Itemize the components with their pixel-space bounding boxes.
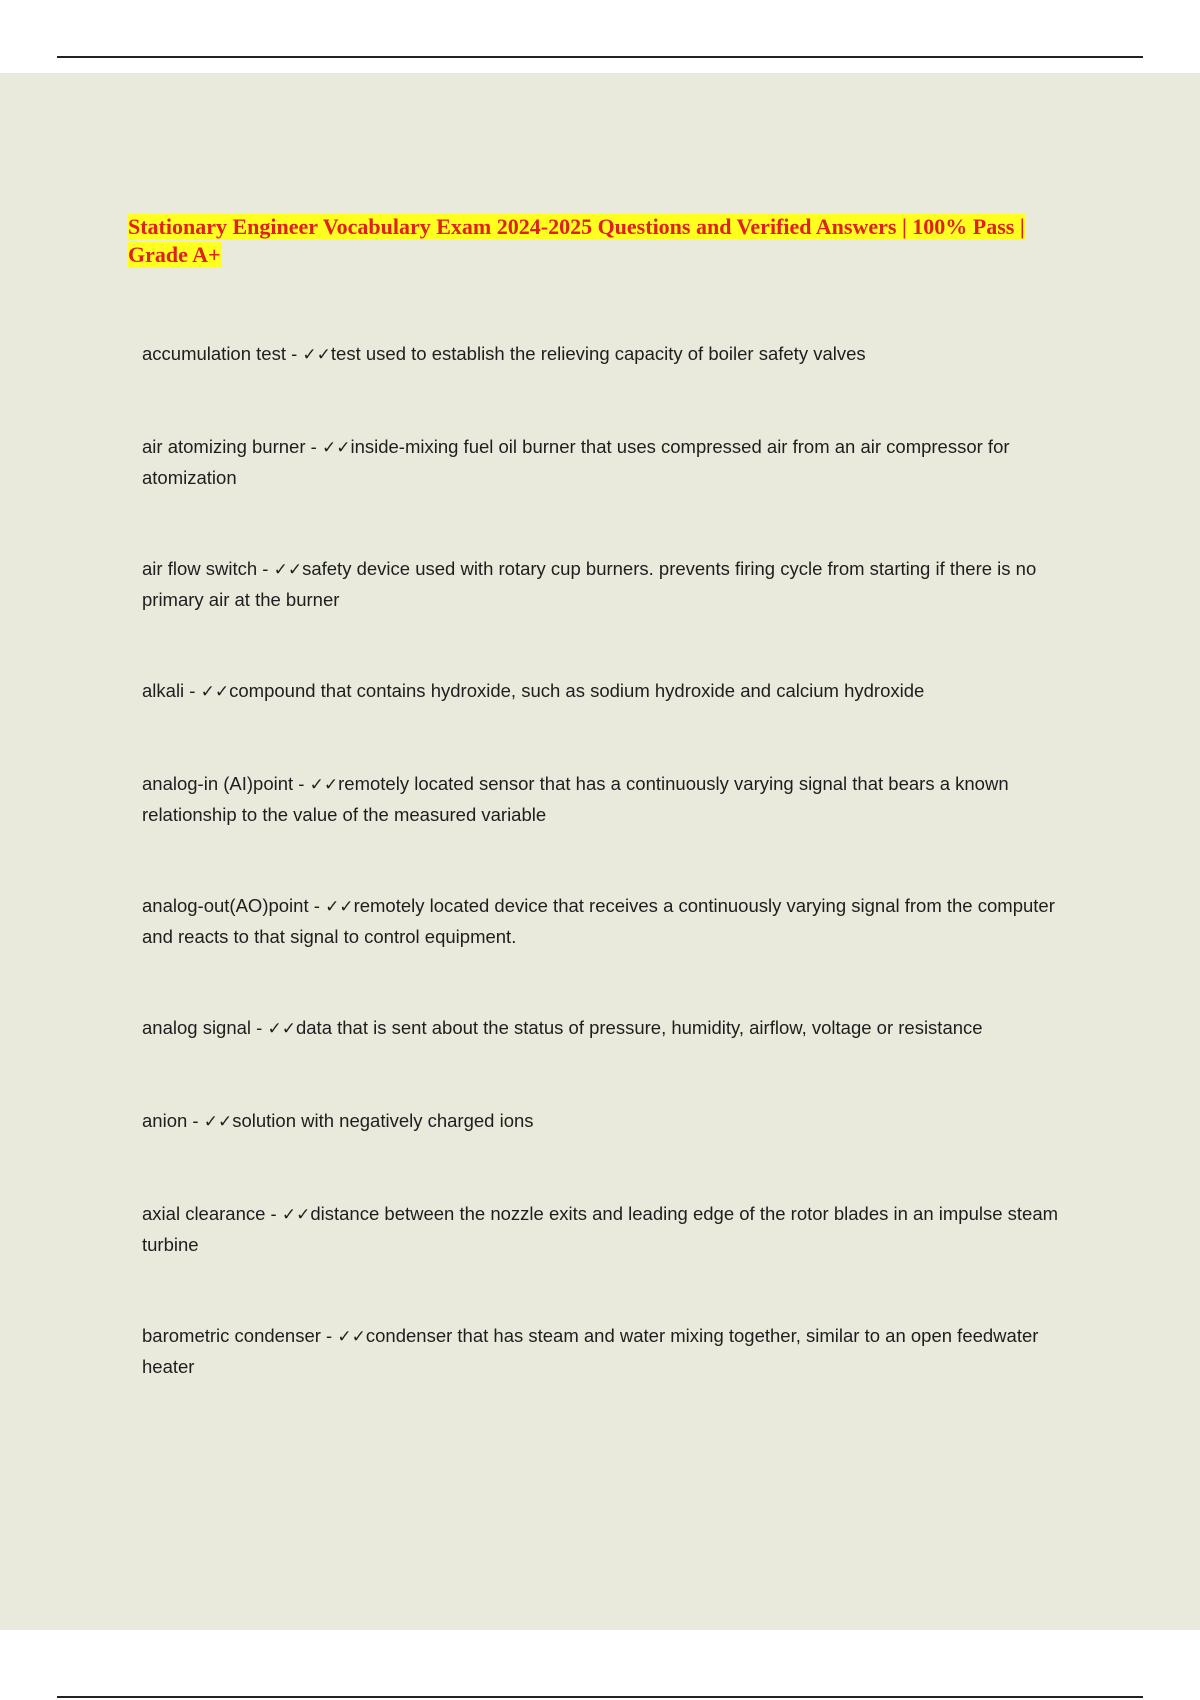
entry-term: alkali (142, 680, 185, 701)
entry-term: air atomizing burner (142, 436, 306, 457)
vocabulary-entry (142, 339, 1062, 370)
vocabulary-entry (142, 1199, 1062, 1259)
vocabulary-entry (142, 554, 1062, 614)
entry-separator: - (251, 1017, 268, 1038)
document-title-text: Stationary Engineer Vocabulary Exam 2024-2025 Questions and Verified Answers | 100% Pass | Grade A+ (128, 214, 1025, 267)
entry-term: axial clearance (142, 1203, 266, 1224)
check-marks-icon: ✓✓ (273, 560, 303, 580)
footer-rule (57, 1696, 1143, 1698)
check-marks-icon: ✓✓ (302, 345, 331, 365)
vocabulary-list (142, 339, 1062, 1443)
vocabulary-entry (142, 432, 1062, 492)
entry-separator: - (265, 1203, 282, 1224)
check-marks-icon: ✓✓ (337, 1327, 366, 1347)
vocabulary-entry (142, 1321, 1062, 1381)
entry-definition: solution with negatively charged ions (232, 1110, 534, 1131)
entry-separator: - (305, 436, 322, 457)
entry-term: barometric condenser (142, 1325, 321, 1346)
check-marks-icon: ✓✓ (203, 1112, 233, 1132)
check-marks-icon: ✓✓ (325, 897, 354, 917)
entry-definition: data that is sent about the status of pressure, humidity, airflow, voltage or resistance (295, 1017, 983, 1038)
entry-definition: safety device used with rotary cup burners. prevents firing cycle from starting if there is no primary air at the burner (142, 558, 1037, 610)
entry-separator: - (184, 680, 201, 701)
entry-term: analog-out(AO)point (142, 895, 309, 916)
entry-definition: test used to establish the relieving capacity of boiler safety valves (330, 343, 866, 364)
check-marks-icon: ✓✓ (309, 775, 339, 795)
entry-definition: remotely located device that receives a continuously varying signal from the computer and reacts to that signal to control equipment. (142, 895, 1055, 947)
entry-separator: - (187, 1110, 204, 1131)
entry-definition: compound that contains hydroxide, such as sodium hydroxide and calcium hydroxide (229, 680, 925, 701)
document-title (128, 213, 1088, 269)
vocabulary-entry (142, 1106, 1062, 1137)
check-marks-icon: ✓✓ (267, 1019, 296, 1039)
vocabulary-entry (142, 1013, 1062, 1044)
entry-separator: - (320, 1325, 338, 1346)
vocabulary-entry (142, 769, 1062, 829)
entry-term: air flow switch (142, 558, 258, 579)
check-marks-icon: ✓✓ (321, 438, 351, 458)
vocabulary-entry (142, 891, 1062, 951)
entry-term: accumulation test (142, 343, 286, 364)
vocabulary-entry (142, 676, 1062, 707)
entry-term: analog-in (AI)point (142, 773, 294, 794)
entry-definition: remotely located sensor that has a continuously varying signal that bears a known relationship to the value of the measured variable (142, 773, 1009, 825)
check-marks-icon: ✓✓ (281, 1205, 311, 1225)
entry-separator: - (285, 343, 303, 364)
entry-definition: distance between the nozzle exits and leading edge of the rotor blades in an impulse steam turbine (142, 1203, 1059, 1255)
header-rule (57, 56, 1143, 58)
check-marks-icon: ✓✓ (200, 682, 230, 702)
entry-separator: - (293, 773, 310, 794)
entry-term: analog signal (142, 1017, 252, 1038)
entry-term: anion (142, 1110, 188, 1131)
entry-separator: - (308, 895, 326, 916)
entry-definition: condenser that has steam and water mixing together, similar to an open feedwater heater (142, 1325, 1039, 1377)
entry-separator: - (257, 558, 274, 579)
entry-definition: inside-mixing fuel oil burner that uses compressed air from an air compressor for atomization (142, 436, 1010, 488)
